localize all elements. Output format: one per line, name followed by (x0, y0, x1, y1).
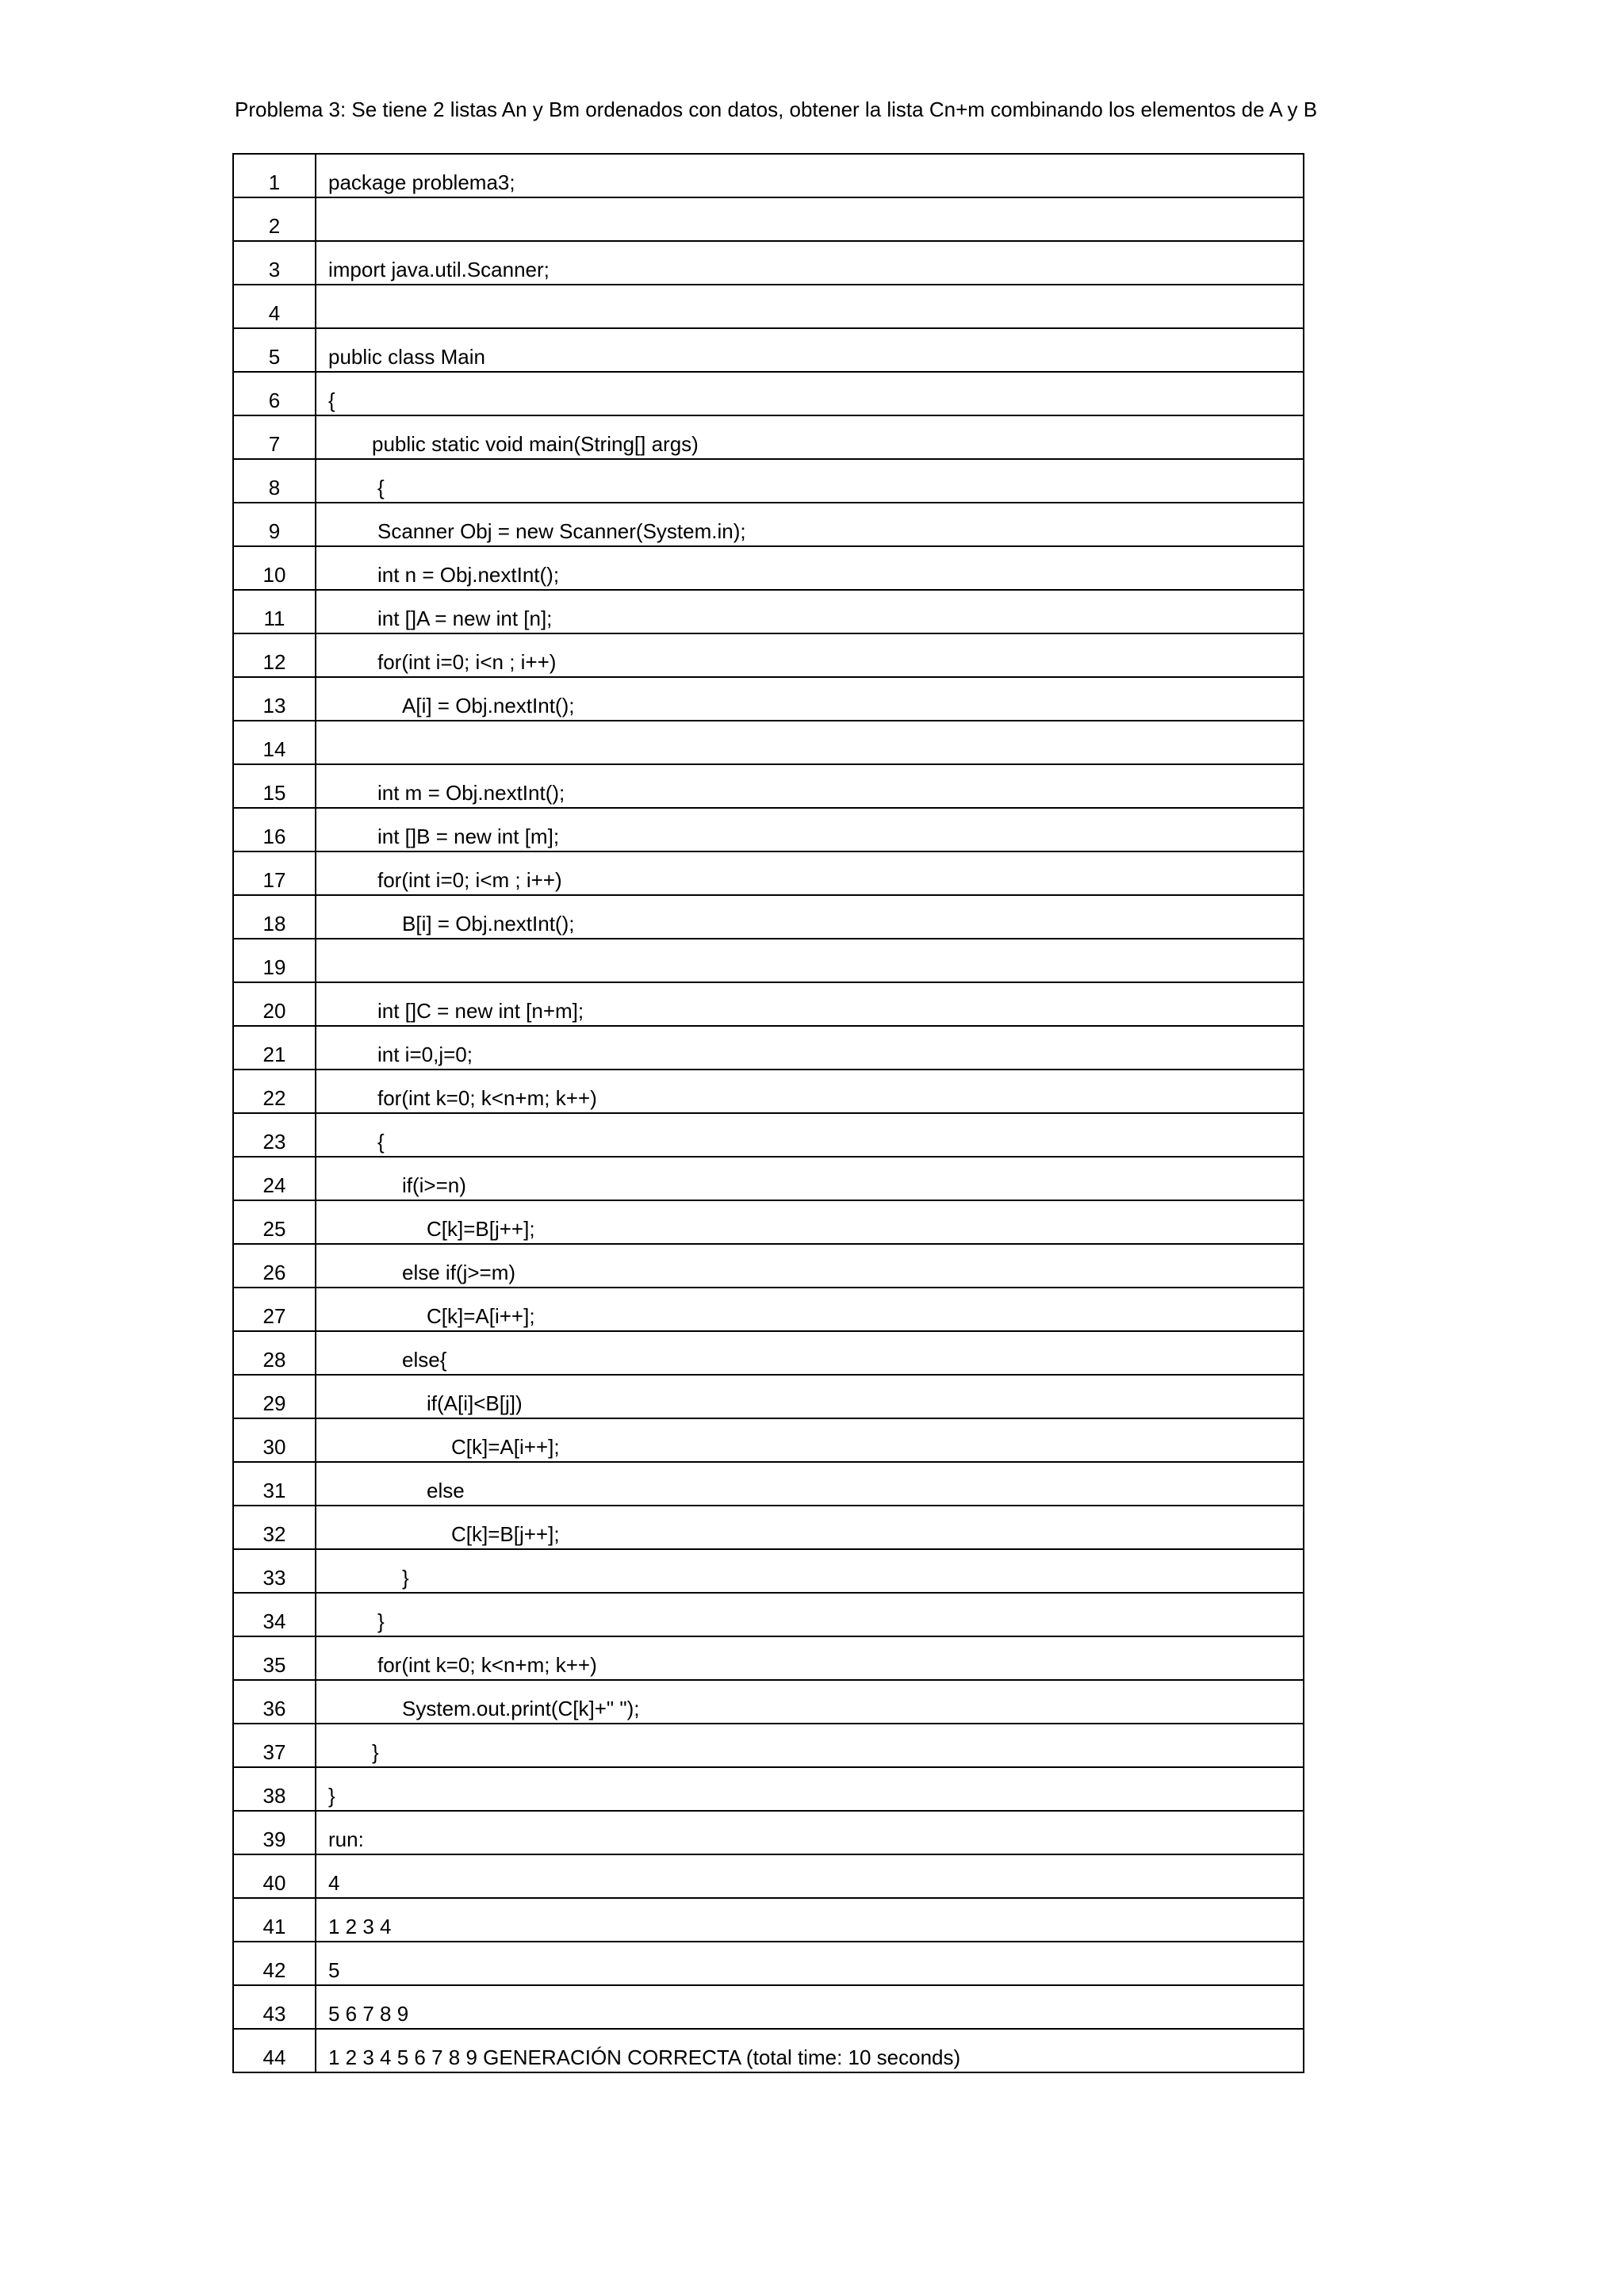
table-row (233, 764, 1304, 808)
code-line: } (316, 1767, 1304, 1811)
table-row (233, 677, 1304, 721)
table-row (233, 1070, 1304, 1113)
code-line: A[i] = Obj.nextInt(); (316, 677, 1304, 721)
table-row (233, 1331, 1304, 1375)
line-number: 1 (233, 154, 316, 197)
line-number: 23 (233, 1113, 316, 1157)
line-number: 14 (233, 721, 316, 764)
table-row (233, 633, 1304, 677)
table-row (233, 590, 1304, 633)
table-row (233, 546, 1304, 590)
code-table-body (233, 154, 1304, 2072)
line-number: 2 (233, 197, 316, 241)
table-row (233, 1506, 1304, 1549)
line-number: 19 (233, 939, 316, 982)
code-line (316, 285, 1304, 328)
code-line: else (316, 1462, 1304, 1506)
line-number: 38 (233, 1767, 316, 1811)
code-line: if(A[i]<B[j]) (316, 1375, 1304, 1418)
table-row (233, 1942, 1304, 1985)
line-number: 15 (233, 764, 316, 808)
code-line: for(int k=0; k<n+m; k++) (316, 1636, 1304, 1680)
code-line: run: (316, 1811, 1304, 1854)
code-line: for(int i=0; i<n ; i++) (316, 633, 1304, 677)
line-number: 29 (233, 1375, 316, 1418)
line-number: 40 (233, 1854, 316, 1898)
table-row (233, 459, 1304, 503)
table-row (233, 285, 1304, 328)
line-number: 31 (233, 1462, 316, 1506)
line-number: 36 (233, 1680, 316, 1724)
code-line: } (316, 1549, 1304, 1593)
line-number: 9 (233, 503, 316, 546)
line-number: 35 (233, 1636, 316, 1680)
code-line: for(int i=0; i<m ; i++) (316, 851, 1304, 895)
table-row (233, 1767, 1304, 1811)
code-line: int m = Obj.nextInt(); (316, 764, 1304, 808)
line-number: 43 (233, 1985, 316, 2029)
line-number: 18 (233, 895, 316, 939)
code-line: } (316, 1724, 1304, 1767)
table-row (233, 1288, 1304, 1331)
code-line: public static void main(String[] args) (316, 415, 1304, 459)
table-row (233, 2029, 1304, 2072)
line-number: 4 (233, 285, 316, 328)
code-line: 5 (316, 1942, 1304, 1985)
code-line: package problema3; (316, 154, 1304, 197)
table-row (233, 851, 1304, 895)
line-number: 22 (233, 1070, 316, 1113)
line-number: 11 (233, 590, 316, 633)
table-row (233, 1113, 1304, 1157)
table-row (233, 1418, 1304, 1462)
code-line: 1 2 3 4 (316, 1898, 1304, 1942)
table-row (233, 895, 1304, 939)
code-table (232, 153, 1304, 2073)
line-number: 10 (233, 546, 316, 590)
table-row (233, 939, 1304, 982)
table-row (233, 328, 1304, 372)
line-number: 26 (233, 1244, 316, 1288)
line-number: 30 (233, 1418, 316, 1462)
line-number: 6 (233, 372, 316, 415)
line-number: 3 (233, 241, 316, 285)
line-number: 34 (233, 1593, 316, 1636)
code-line: int []B = new int [m]; (316, 808, 1304, 851)
table-row (233, 1811, 1304, 1854)
table-row (233, 1898, 1304, 1942)
code-line: else{ (316, 1331, 1304, 1375)
line-number: 33 (233, 1549, 316, 1593)
code-line: { (316, 1113, 1304, 1157)
line-number: 37 (233, 1724, 316, 1767)
table-row (233, 1462, 1304, 1506)
page-title: Problema 3: Se tiene 2 listas An y Bm ordenados con datos, obtener la lista Cn+m combinando los elementos de A y B (235, 98, 1318, 121)
line-number: 5 (233, 328, 316, 372)
line-number: 16 (233, 808, 316, 851)
table-row (233, 197, 1304, 241)
table-row (233, 1985, 1304, 2029)
line-number: 24 (233, 1157, 316, 1200)
line-number: 8 (233, 459, 316, 503)
table-row (233, 1680, 1304, 1724)
line-number: 7 (233, 415, 316, 459)
code-line: C[k]=A[i++]; (316, 1288, 1304, 1331)
table-row (233, 1026, 1304, 1070)
code-line (316, 939, 1304, 982)
line-number: 39 (233, 1811, 316, 1854)
table-row (233, 1593, 1304, 1636)
table-row (233, 808, 1304, 851)
table-row (233, 415, 1304, 459)
line-number: 28 (233, 1331, 316, 1375)
table-row (233, 982, 1304, 1026)
code-line: C[k]=B[j++]; (316, 1200, 1304, 1244)
line-number: 27 (233, 1288, 316, 1331)
line-number: 21 (233, 1026, 316, 1070)
table-row (233, 372, 1304, 415)
line-number: 12 (233, 633, 316, 677)
table-row (233, 721, 1304, 764)
code-line: int []A = new int [n]; (316, 590, 1304, 633)
code-line: { (316, 459, 1304, 503)
line-number: 17 (233, 851, 316, 895)
line-number: 42 (233, 1942, 316, 1985)
code-line: B[i] = Obj.nextInt(); (316, 895, 1304, 939)
table-row (233, 1375, 1304, 1418)
code-line (316, 721, 1304, 764)
code-line: import java.util.Scanner; (316, 241, 1304, 285)
code-line: } (316, 1593, 1304, 1636)
table-row (233, 503, 1304, 546)
code-line: public class Main (316, 328, 1304, 372)
code-line: 1 2 3 4 5 6 7 8 9 GENERACIÓN CORRECTA (total time: 10 seconds) (316, 2029, 1304, 2072)
line-number: 13 (233, 677, 316, 721)
table-row (233, 1854, 1304, 1898)
code-line: int n = Obj.nextInt(); (316, 546, 1304, 590)
line-number: 41 (233, 1898, 316, 1942)
line-number: 25 (233, 1200, 316, 1244)
code-line: else if(j>=m) (316, 1244, 1304, 1288)
line-number: 44 (233, 2029, 316, 2072)
line-number: 32 (233, 1506, 316, 1549)
code-line: int []C = new int [n+m]; (316, 982, 1304, 1026)
table-row (233, 1200, 1304, 1244)
table-row (233, 1724, 1304, 1767)
code-line: Scanner Obj = new Scanner(System.in); (316, 503, 1304, 546)
table-row (233, 1244, 1304, 1288)
code-line: for(int k=0; k<n+m; k++) (316, 1070, 1304, 1113)
table-row (233, 1157, 1304, 1200)
code-line: 5 6 7 8 9 (316, 1985, 1304, 2029)
code-line: C[k]=A[i++]; (316, 1418, 1304, 1462)
code-line: System.out.print(C[k]+" "); (316, 1680, 1304, 1724)
table-row (233, 1549, 1304, 1593)
code-line: { (316, 372, 1304, 415)
code-line: 4 (316, 1854, 1304, 1898)
table-row (233, 154, 1304, 197)
table-row (233, 1636, 1304, 1680)
code-line: int i=0,j=0; (316, 1026, 1304, 1070)
table-row (233, 241, 1304, 285)
line-number: 20 (233, 982, 316, 1026)
code-line: if(i>=n) (316, 1157, 1304, 1200)
code-line (316, 197, 1304, 241)
code-line: C[k]=B[j++]; (316, 1506, 1304, 1549)
